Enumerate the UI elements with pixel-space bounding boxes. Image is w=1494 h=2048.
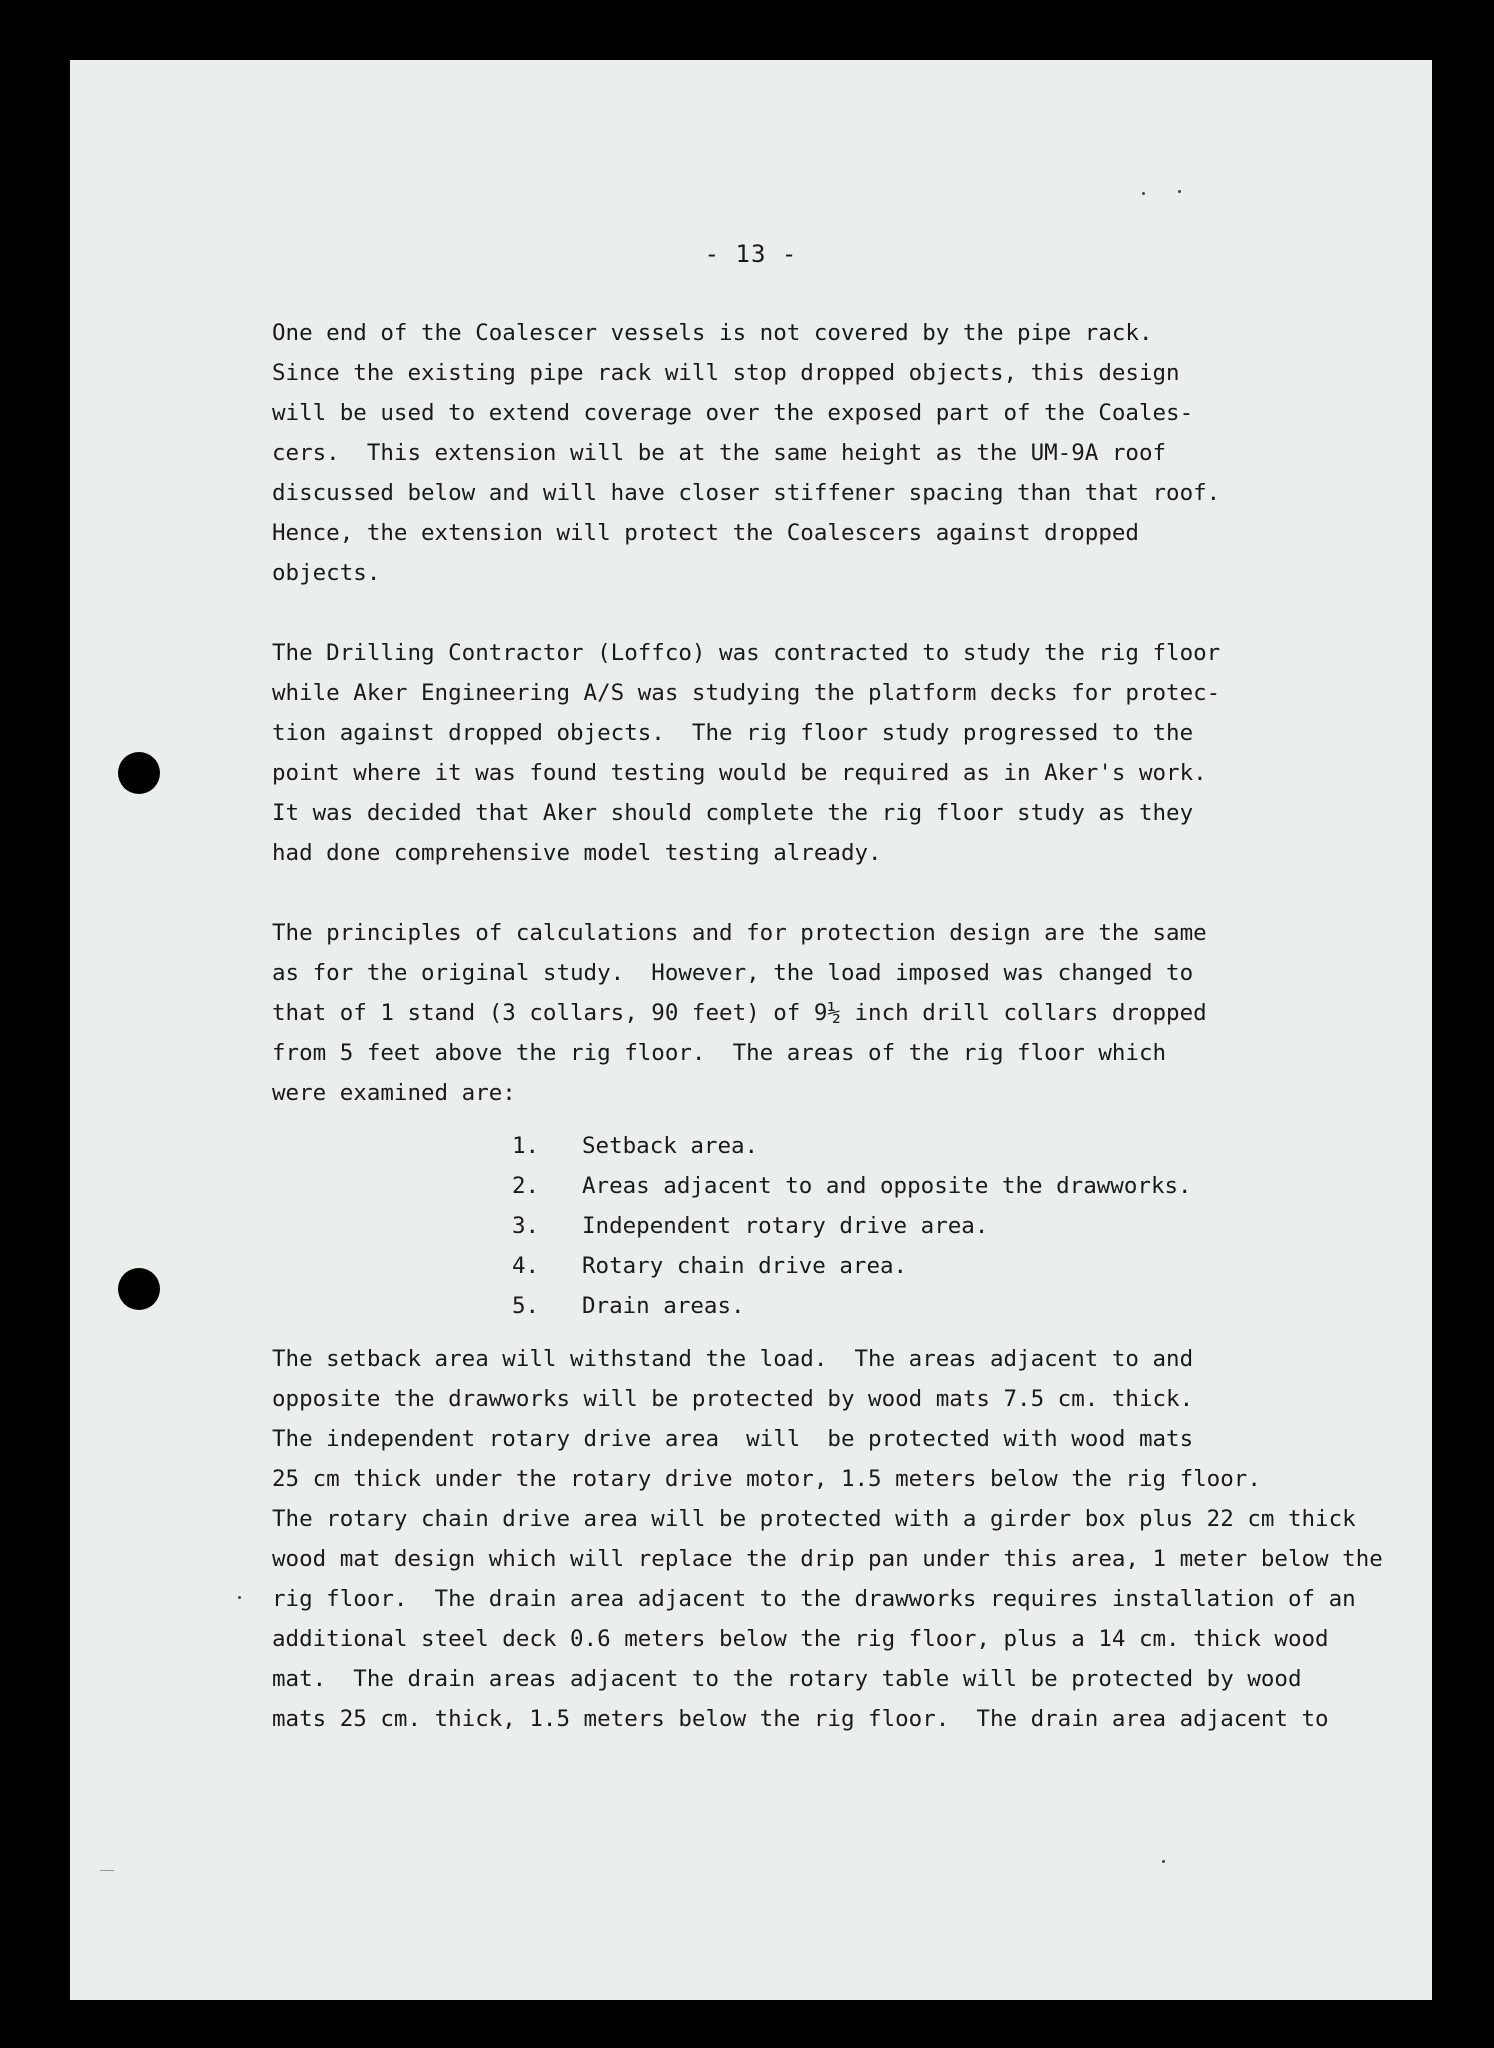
list-item: Rotary chain drive area.	[582, 1253, 908, 1279]
scan-mark	[100, 1870, 114, 1871]
text-line: additional steel deck 0.6 meters below the rig floor, plus a 14 cm. thick wood	[272, 1626, 1329, 1652]
text-line: tion against dropped objects. The rig floor study progressed to the	[272, 720, 1194, 746]
text-line: as for the original study. However, the load imposed was changed to	[272, 960, 1194, 986]
text-line: The Drilling Contractor (Loffco) was contracted to study the rig floor	[272, 640, 1221, 666]
list-item-number: 2.	[512, 1173, 540, 1199]
text-line: mat. The drain areas adjacent to the rotary table will be protected by wood	[272, 1666, 1302, 1692]
scan-speck	[1178, 190, 1181, 193]
text-line: cers. This extension will be at the same height as the UM-9A roof	[272, 440, 1167, 466]
list-item-number: 4.	[512, 1253, 540, 1279]
document-page	[70, 60, 1432, 2000]
text-line: were examined are:	[272, 1080, 516, 1106]
scan-speck	[1162, 1860, 1165, 1863]
list-item: Drain areas.	[582, 1293, 745, 1319]
list-item-number: 5.	[512, 1293, 540, 1319]
list-item-number: 3.	[512, 1213, 540, 1239]
text-line: objects.	[272, 560, 381, 586]
text-line: wood mat design which will replace the drip pan under this area, 1 meter below the	[272, 1546, 1383, 1572]
text-line: will be used to extend coverage over the exposed part of the Coales-	[272, 400, 1194, 426]
text-line: that of 1 stand (3 collars, 90 feet) of 9½ inch drill collars dropped	[272, 1000, 1207, 1026]
text-line: The rotary chain drive area will be protected with a girder box plus 22 cm thick	[272, 1506, 1356, 1532]
text-line: The independent rotary drive area will be protected with wood mats	[272, 1426, 1194, 1452]
punch-hole-bottom	[118, 1268, 160, 1310]
text-line: mats 25 cm. thick, 1.5 meters below the rig floor. The drain area adjacent to	[272, 1706, 1329, 1732]
text-line: The setback area will withstand the load. The areas adjacent to and	[272, 1346, 1194, 1372]
text-line: rig floor. The drain area adjacent to the drawworks requires installation of an	[272, 1586, 1356, 1612]
list-item: Setback area.	[582, 1133, 759, 1159]
punch-hole-top	[118, 752, 160, 794]
text-line: Hence, the extension will protect the Coalescers against dropped	[272, 520, 1139, 546]
text-line: from 5 feet above the rig floor. The areas of the rig floor which	[272, 1040, 1167, 1066]
list-item-number: 1.	[512, 1133, 540, 1159]
text-line: The principles of calculations and for protection design are the same	[272, 920, 1207, 946]
scan-speck	[238, 1596, 241, 1599]
text-line: point where it was found testing would be required as in Aker's work.	[272, 760, 1207, 786]
text-line: opposite the drawworks will be protected by wood mats 7.5 cm. thick.	[272, 1386, 1194, 1412]
list-item: Areas adjacent to and opposite the drawworks.	[582, 1173, 1192, 1199]
text-line: One end of the Coalescer vessels is not covered by the pipe rack.	[272, 320, 1153, 346]
text-line: 25 cm thick under the rotary drive motor, 1.5 meters below the rig floor.	[272, 1466, 1261, 1492]
text-line: It was decided that Aker should complete the rig floor study as they	[272, 800, 1194, 826]
text-line: discussed below and will have closer stiffener spacing than that roof.	[272, 480, 1221, 506]
text-line: while Aker Engineering A/S was studying the platform decks for protec-	[272, 680, 1221, 706]
text-line: Since the existing pipe rack will stop dropped objects, this design	[272, 360, 1180, 386]
text-line: had done comprehensive model testing already.	[272, 840, 882, 866]
list-item: Independent rotary drive area.	[582, 1213, 989, 1239]
page-number: - 13 -	[704, 240, 798, 268]
scan-speck	[1142, 192, 1145, 195]
